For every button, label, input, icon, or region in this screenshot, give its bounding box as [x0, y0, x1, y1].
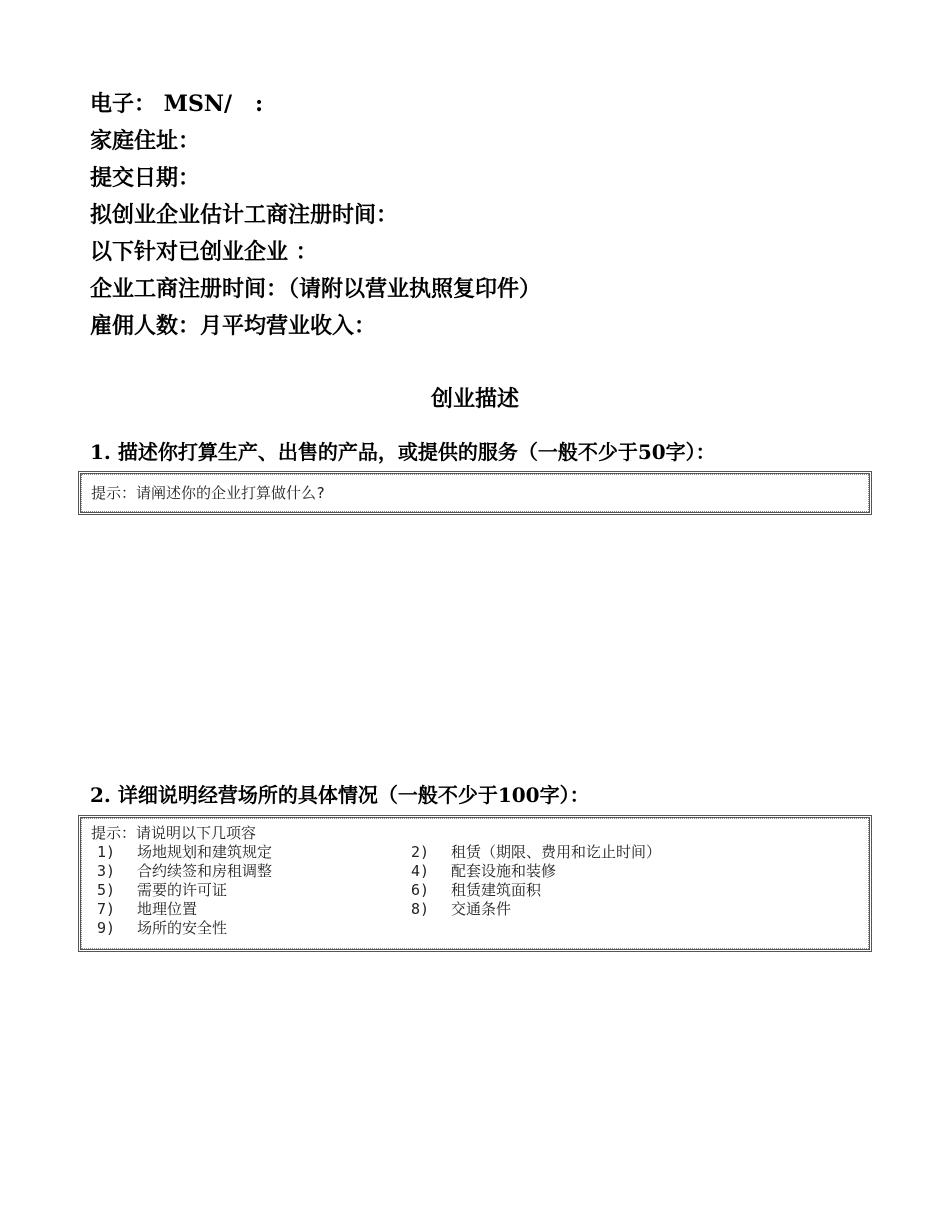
question-2-hint-title: 提示：请说明以下几项容 — [91, 824, 257, 842]
section-title: 创业描述 — [430, 386, 519, 412]
field-existing-business-note: 以下针对已创业企业 ： — [90, 239, 318, 265]
hint-item-number: 9) — [97, 919, 116, 937]
hint-item-text: 场所的安全性 — [137, 919, 228, 937]
field-home-address: 家庭住址： — [90, 128, 201, 154]
hint-item-text: 租赁（期限、费用和讫止时间） — [451, 843, 662, 861]
hint-list-item — [91, 862, 405, 881]
field-submission-date: 提交日期： — [90, 165, 201, 191]
field-planned-registration-time: 拟创业企业估计工商注册时间： — [90, 202, 399, 228]
hint-item-number: 8) — [411, 900, 430, 918]
hint-item-text: 租赁建筑面积 — [451, 881, 542, 899]
field-email-msn: 电子： MSN/ : — [90, 91, 264, 117]
hint-item-number: 4) — [411, 862, 430, 880]
hint-item-number: 7) — [97, 900, 116, 918]
hint-item-text: 交通条件 — [451, 900, 512, 918]
applicant-info-fields — [90, 86, 870, 345]
field-registration-time: 企业工商注册时间：（请附以营业执照复印件） — [90, 276, 542, 302]
hint-item-number: 2) — [411, 843, 430, 861]
hint-list-item — [405, 900, 845, 919]
hint-list-item — [405, 843, 845, 862]
hint-list-item — [91, 881, 405, 900]
hint-list-item — [405, 862, 845, 881]
question-2-hint-list — [91, 843, 859, 938]
question-1-hint-box[interactable] — [78, 471, 872, 515]
question-1-hint-text: 提示：请阐述你的企业打算做什么? — [91, 484, 326, 502]
hint-item-number: 3) — [97, 862, 116, 880]
hint-list-item — [405, 881, 845, 900]
hint-list-item — [91, 919, 405, 938]
hint-item-number: 1) — [97, 843, 116, 861]
question-1-label: 1. 描述你打算生产、出售的产品，或提供的服务（一般不少于50字）： — [90, 440, 716, 464]
hint-list-item — [91, 843, 405, 862]
hint-item-text: 合约续签和房租调整 — [137, 862, 273, 880]
hint-item-text: 场地规划和建筑规定 — [137, 843, 273, 861]
hint-item-number: 6) — [411, 881, 430, 899]
hint-item-number: 5) — [97, 881, 116, 899]
hint-list-item — [91, 900, 405, 919]
hint-item-text: 地理位置 — [137, 900, 198, 918]
field-employees-revenue: 雇佣人数：月平均营业收入： — [90, 313, 377, 339]
hint-item-text: 配套设施和装修 — [451, 862, 557, 880]
question-2-label: 2. 详细说明经营场所的具体情况（一般不少于100字）： — [90, 783, 590, 807]
question-2-hint-box[interactable] — [78, 815, 872, 952]
hint-item-text: 需要的许可证 — [137, 881, 228, 899]
